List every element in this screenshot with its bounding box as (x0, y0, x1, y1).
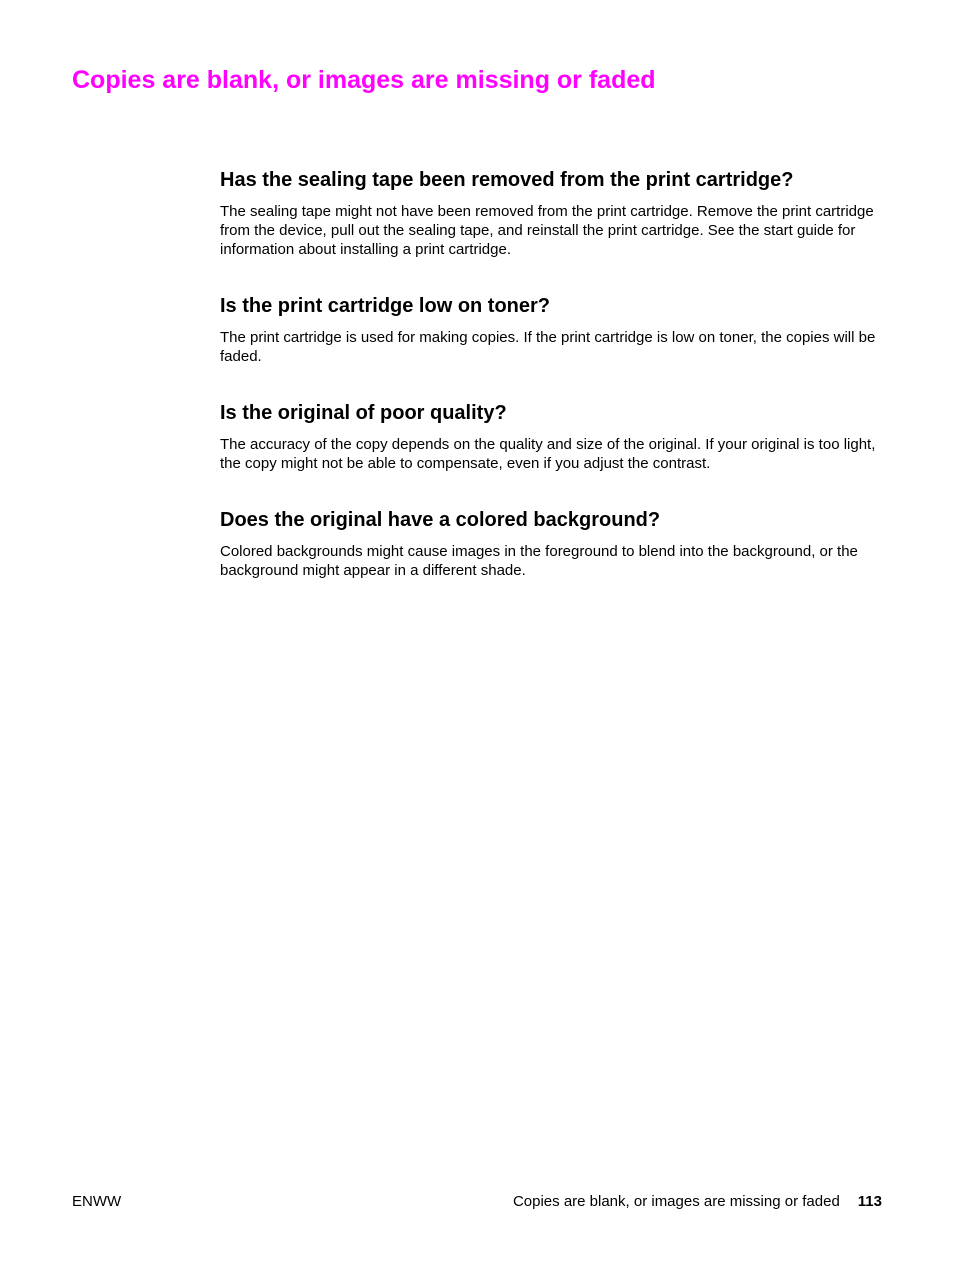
section-body: The sealing tape might not have been removed from the print cartridge. Remove the print cartridge from the device, pull out the sealing tape, and reinstall the print cartridge. See the start guide for information about installing a print cartridge. (220, 203, 874, 258)
page-footer (72, 1192, 882, 1212)
footer-page-number: 113 (857, 1193, 882, 1210)
footer-doc-code: ENWW (72, 1193, 122, 1210)
section-heading: Is the original of poor quality? (220, 402, 507, 424)
section-body: Colored backgrounds might cause images in the foreground to blend into the background, or the background might appear in a different shade. (220, 543, 858, 579)
section-body: The accuracy of the copy depends on the quality and size of the original. If your original is too light, the copy might not be able to compensate, even if you adjust the contrast. (220, 436, 876, 472)
section-heading: Does the original have a colored background? (220, 509, 661, 531)
main-content (220, 166, 886, 580)
section-poor-quality (220, 399, 886, 473)
section-body: The print cartridge is used for making copies. If the print cartridge is low on toner, the copies will be faded. (220, 329, 876, 365)
section-heading: Has the sealing tape been removed from the print cartridge? (220, 169, 794, 191)
page-title: Copies are blank, or images are missing or faded (72, 66, 656, 94)
section-heading: Is the print cartridge low on toner? (220, 295, 551, 317)
section-sealing-tape (220, 166, 886, 259)
footer-right (513, 1192, 882, 1212)
section-colored-background (220, 506, 886, 580)
footer-section-title: Copies are blank, or images are missing or faded (512, 1193, 840, 1210)
section-low-toner (220, 292, 886, 366)
